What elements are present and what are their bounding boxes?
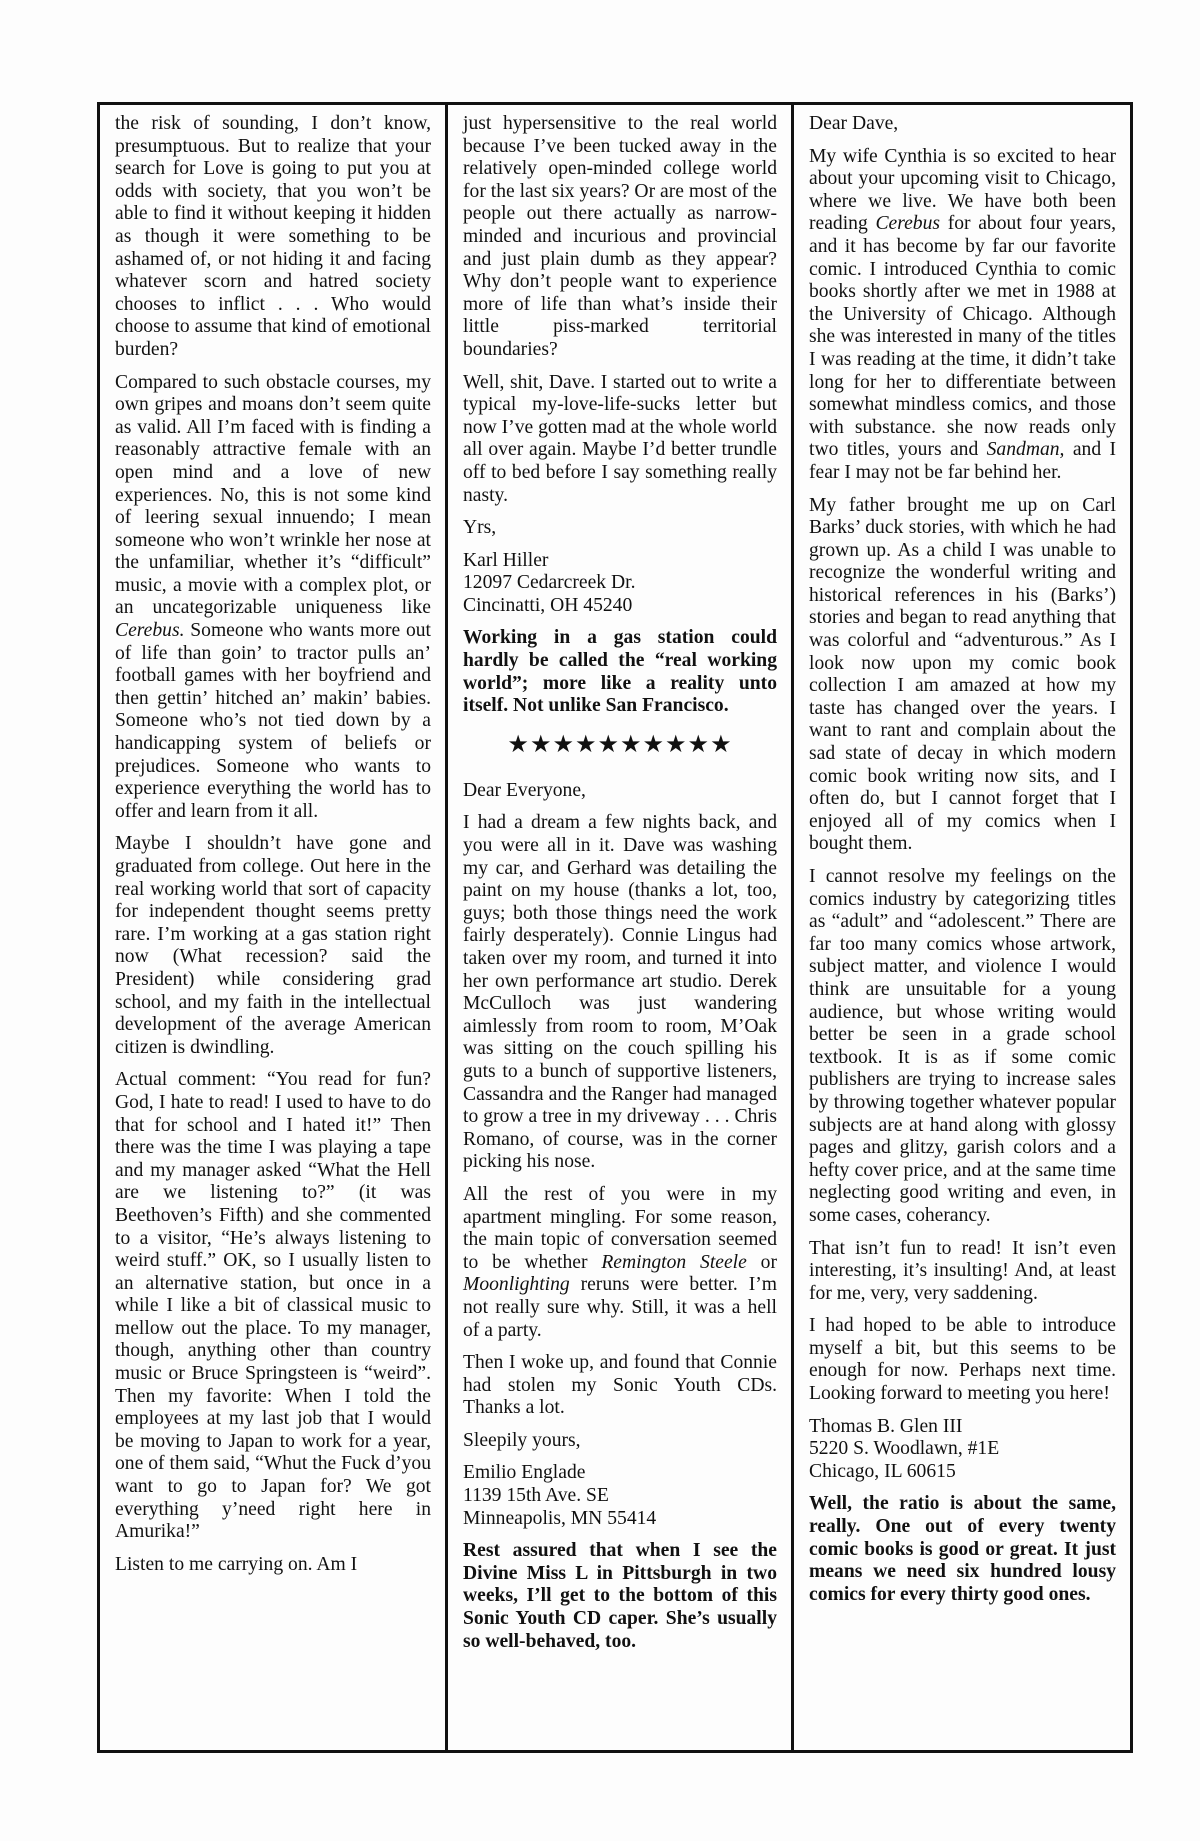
- show-title: Remington Steele: [601, 1251, 747, 1273]
- comic-title: Cerebus: [875, 213, 941, 235]
- column-3: [791, 105, 1130, 1750]
- letter-paragraph: Well, shit, Dave. I started out to write a typical my-love-life-sucks letter but now I’ve gotten mad at the whole world all over again. Maybe I’d better trundle off to bed before I say something really nasty.: [463, 371, 777, 506]
- column-2: [445, 105, 791, 1750]
- paragraph-text: Compared to such obstacle courses, my own gripes and moans don’t seem quite as valid. All I’m faced with is finding a reasonably attractive female with an open mind and a love of new experiences. No, this is not some kind of leering sexual innuendo; I mean someone who won’t wrinkle her nose at the unfamiliar, whether it’s “difficult” music, a movie with a complex plot, or an uncategorizable uniqueness like: [115, 371, 431, 619]
- signature-name: Thomas B. Glen III: [809, 1415, 963, 1437]
- signature-city: Minneapolis, MN 55414: [463, 1507, 657, 1529]
- signature-name: Karl Hiller: [463, 549, 549, 571]
- letter-paragraph: I had a dream a few nights back, and you were all in it. Dave was washing my car, and Gerhard was detailing the paint on my house (thanks a lot, too, guys; both those things need the work fairly desperately). Connie Lingus had taken over my room, and turned it into her own performance art studio. Derek McCulloch was just wandering aimlessly from room to room, M’Oak was sitting on the couch spilling his guts to a bunch of supportive listeners, Cassandra and the Ranger had managed to grow a tree in my driveway . . . Chris Romano, of course, was in the corner picking his nose.: [463, 812, 777, 1173]
- signature-city: Chicago, IL 60615: [809, 1460, 956, 1482]
- letter-paragraph: just hypersensitive to the real world because I’ve been tucked away in the relatively open-minded college world for the last six years? Or are most of the people out there actually as narrow-minded and incurious and provincial and just plain dumb as they appear? Why don’t people want to experience more of life than what’s inside their little piss-marked territorial boundaries?: [463, 113, 777, 360]
- letter-paragraph: Listen to me carrying on. Am I: [115, 1553, 358, 1575]
- paragraph-text: reruns were better. I’m not really sure why. Still, it was a hell of a party.: [463, 1274, 777, 1341]
- signature-city: Cincinatti, OH 45240: [463, 594, 633, 616]
- letter-paragraph: My father brought me up on Carl Barks’ duck stories, with which he had grown up. As a child I was unable to recognize the wonderful writing and historical references in his (Barks’) stories and began to read anything that was colorful and “adventurous.” As I look now upon my comic book collection I am amazed at how my taste has changed over the years. I want to rant and complain about the sad state of decay in which modern comic book writing now sits, and I often do, but I cannot forget that I enjoyed all of my comics when I bought them.: [809, 494, 1116, 855]
- letter-paragraph: [463, 1184, 777, 1342]
- letter-paragraph: Actual comment: “You read for fun? God, I hate to read! I used to have to do that for school and I hated it!” Then there was the time I was playing a tape and my manager asked “What the Hell are we listening to?” (it was Beethoven’s Fifth) and she commented to a visitor, “He’s always listening to weird stuff.” OK, so I usually listen to an alternative station, but once in a while I like a bit of classical music to mellow out the place. To my manager, though, anything other than country music or Bruce Springsteen is “weird”. Then my favorite: When I told the employees at my last job that I would be moving to Japan to work for a year, one of them said, “Whut the Fuck d’you want to go to Japan for? We got everything y’need right here in Amurika!”: [115, 1069, 431, 1543]
- paragraph-text: My wife Cynthia is so excited to hear about your upcoming visit to Chicago, where we live. We have both been reading: [809, 145, 1116, 235]
- comic-title: Sandman,: [986, 439, 1065, 461]
- letter-paragraph: I had hoped to be able to introduce myself a bit, but this seems to be enough for now. Perhaps next time. Looking forward to meeting you here!: [809, 1315, 1116, 1405]
- signature-street: 5220 S. Woodlawn, #1E: [809, 1438, 1000, 1460]
- editor-reply: Working in a gas station could hardly be called the “real working world”; more like a reality unto itself. Not unlike San Francisco.: [463, 627, 777, 717]
- letter-paragraph: Maybe I shouldn’t have gone and graduated from college. Out here in the real working world that sort of capacity for independent thought seems pretty rare. I’m working at a gas station right now (What recession? said the President) while considering grad school, and my faith in the intellectual development of the average American citizen is dwindling.: [115, 833, 431, 1058]
- show-title: Moonlighting: [463, 1274, 570, 1296]
- paragraph-text: for about four years, and it has become by far our favorite comic. I introduced Cynthia to comic books shortly after we met in 1988 at the University of Chicago. Although she was interested in many of the titles I was reading at the time, it didn’t take long for her to differentiate between somewhat mindless comics, and those with substance. she now reads only two titles, yours and: [809, 213, 1116, 461]
- star-divider-icon: ★★★★★★★★★★: [507, 731, 733, 758]
- paragraph-text: and I fear I may not be far behind her.: [809, 439, 1116, 483]
- letter-salutation: Dear Everyone,: [463, 779, 586, 801]
- signature-name: Emilio Englade: [463, 1462, 586, 1484]
- letters-page-frame: [97, 102, 1133, 1753]
- letter-paragraph: I cannot resolve my feelings on the comics industry by categorizing titles as “adult” and “adolescent.” There are far too many comics whose artwork, subject matter, and violence I would think are unsuitable for a young audience, but whose writing would better be seen in a grade school textbook. It is as if some comic publishers are trying to increase sales by throwing together whatever popular subjects are at hand along with glossy pages and glitzy, garish colors and a hefty cover price, and at the same time neglecting good writing and even, in some cases, coherancy.: [809, 866, 1116, 1226]
- letter-paragraph: [115, 372, 431, 824]
- letter-paragraph: [809, 146, 1116, 485]
- letter-signature: [809, 1416, 1116, 1484]
- letter-signature: [463, 550, 777, 618]
- column-1: [100, 105, 445, 1750]
- paragraph-text: Someone who wants more out of life than goin’ to tractor pulls an’ football games with her boyfriend and then gettin’ hitched an’ makin’ babies. Someone who’s not tied down by a handicapping system of beliefs or prejudices. Someone who wants to experience everything the world has to offer and learn from it all.: [115, 620, 431, 822]
- editor-reply: Rest assured that when I see the Divine Miss L in Pittsburgh in two weeks, I’ll get to the bottom of this Sonic Youth CD caper. She’s usually so well-behaved, too.: [463, 1540, 777, 1652]
- paragraph-text: All the rest of you were in my apartment mingling. For some reason, the main topic of conversation seemed to be whether: [463, 1183, 777, 1273]
- letter-paragraph: That isn’t fun to read! It isn’t even interesting, it’s insulting! And, at least for me, very, very saddening.: [809, 1237, 1116, 1304]
- signature-street: 12097 Cedarcreek Dr.: [463, 572, 636, 594]
- letter-signoff: Yrs,: [463, 517, 497, 539]
- comic-title-cerebus: Cerebus.: [115, 620, 185, 642]
- paragraph-text: or: [746, 1251, 777, 1273]
- letter-paragraph: Then I woke up, and found that Connie had stolen my Sonic Youth CDs. Thanks a lot.: [463, 1352, 777, 1419]
- letter-salutation: Dear Dave,: [809, 113, 899, 134]
- editor-reply: Well, the ratio is about the same, really. One out of every twenty comic books is good or great. It just means we need six hundred lousy comics for every thirty good ones.: [809, 1493, 1116, 1605]
- letter-signature: [463, 1462, 777, 1530]
- signature-street: 1139 15th Ave. SE: [463, 1485, 609, 1507]
- letter-paragraph: the risk of sounding, I don’t know, presumptuous. But to realize that your search for Love is going to put you at odds with society, that you won’t be able to find it without keeping it hidden as though it were something to be ashamed of, or not hiding it and facing whatever scorn and hatred society chooses to inflict . . . Who would choose to assume that kind of emotional burden?: [115, 113, 431, 360]
- letter-signoff: Sleepily yours,: [463, 1429, 581, 1451]
